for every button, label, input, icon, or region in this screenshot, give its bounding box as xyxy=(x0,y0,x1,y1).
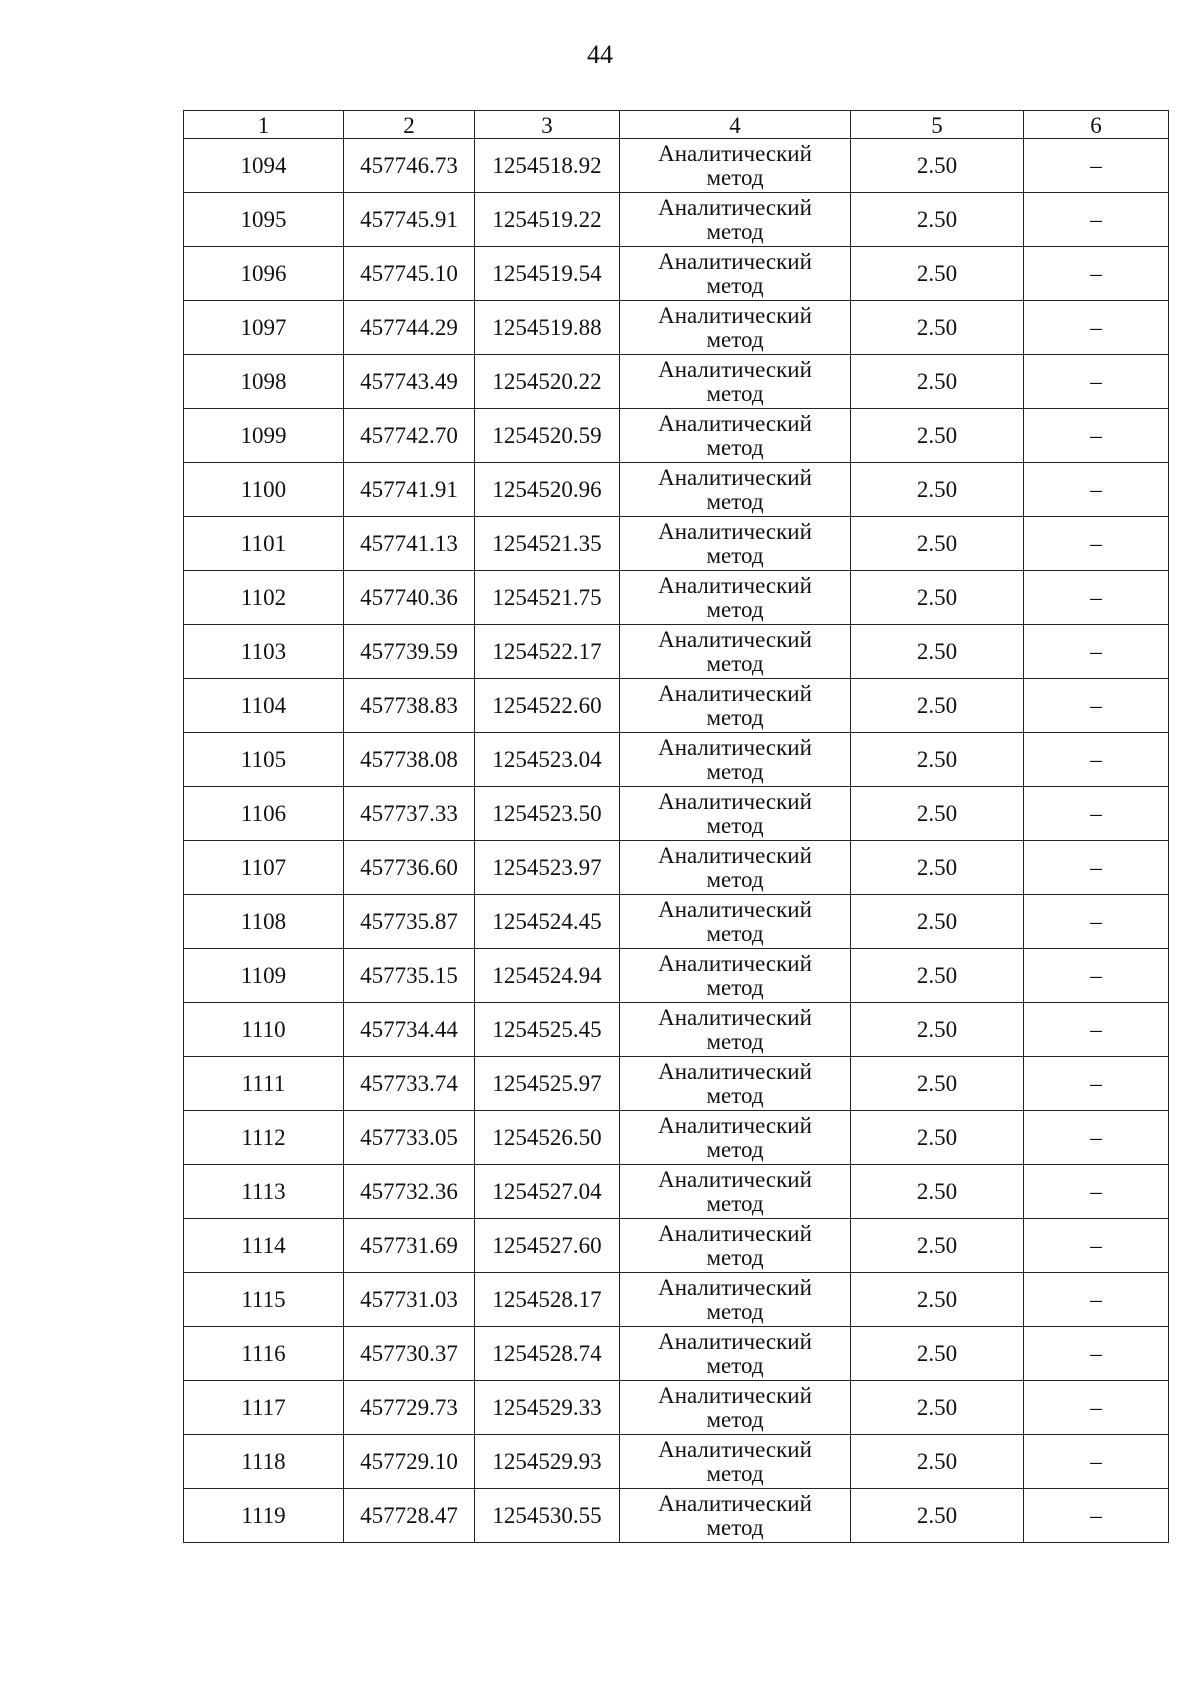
table-row xyxy=(184,1111,1169,1165)
x-coordinate-cell: 457733.74 xyxy=(344,1057,475,1111)
method-cell xyxy=(620,1489,851,1543)
method-line-1: Аналитический xyxy=(658,950,812,976)
point-number-cell: 1097 xyxy=(184,301,344,355)
x-coordinate-cell: 457730.37 xyxy=(344,1327,475,1381)
method-line-2: метод xyxy=(706,542,764,568)
method-line-2: метод xyxy=(706,488,764,514)
y-coordinate-cell: 1254525.45 xyxy=(475,1003,620,1057)
note-cell: – xyxy=(1024,679,1169,733)
method-line-2: метод xyxy=(706,650,764,676)
method-line-1: Аналитический xyxy=(658,734,812,760)
point-number-cell: 1095 xyxy=(184,193,344,247)
page-number: 44 xyxy=(587,40,613,69)
y-coordinate-cell: 1254524.45 xyxy=(475,895,620,949)
method-line-2: метод xyxy=(706,380,764,406)
value-cell: 2.50 xyxy=(851,139,1024,193)
method-line-2: метод xyxy=(706,920,764,946)
method-cell xyxy=(620,463,851,517)
method-line-1: Аналитический xyxy=(658,1436,812,1462)
method-line-1: Аналитический xyxy=(658,1220,812,1246)
point-number-cell: 1101 xyxy=(184,517,344,571)
method-line-2: метод xyxy=(706,434,764,460)
value-cell: 2.50 xyxy=(851,1219,1024,1273)
x-coordinate-cell: 457744.29 xyxy=(344,301,475,355)
column-header: 2 xyxy=(344,111,475,139)
method-line-2: метод xyxy=(706,164,764,190)
method-line-1: Аналитический xyxy=(658,626,812,652)
method-line-2: метод xyxy=(706,974,764,1000)
note-cell: – xyxy=(1024,1111,1169,1165)
value-cell: 2.50 xyxy=(851,787,1024,841)
x-coordinate-cell: 457729.73 xyxy=(344,1381,475,1435)
x-coordinate-cell: 457728.47 xyxy=(344,1489,475,1543)
method-cell xyxy=(620,571,851,625)
x-coordinate-cell: 457738.83 xyxy=(344,679,475,733)
table-row xyxy=(184,787,1169,841)
method-line-1: Аналитический xyxy=(658,302,812,328)
method-line-1: Аналитический xyxy=(658,842,812,868)
x-coordinate-cell: 457742.70 xyxy=(344,409,475,463)
method-line-2: метод xyxy=(706,596,764,622)
method-cell xyxy=(620,517,851,571)
x-coordinate-cell: 457729.10 xyxy=(344,1435,475,1489)
method-cell xyxy=(620,1435,851,1489)
method-line-1: Аналитический xyxy=(658,194,812,220)
method-line-2: метод xyxy=(706,1514,764,1540)
table-row xyxy=(184,193,1169,247)
method-line-2: метод xyxy=(706,1244,764,1270)
value-cell: 2.50 xyxy=(851,949,1024,1003)
value-cell: 2.50 xyxy=(851,625,1024,679)
method-line-2: метод xyxy=(706,1352,764,1378)
method-line-2: метод xyxy=(706,1136,764,1162)
method-cell xyxy=(620,895,851,949)
point-number-cell: 1112 xyxy=(184,1111,344,1165)
table-row xyxy=(184,355,1169,409)
method-line-2: метод xyxy=(706,1406,764,1432)
point-number-cell: 1113 xyxy=(184,1165,344,1219)
method-cell xyxy=(620,1003,851,1057)
point-number-cell: 1109 xyxy=(184,949,344,1003)
point-number-cell: 1116 xyxy=(184,1327,344,1381)
table-row xyxy=(184,1489,1169,1543)
method-cell xyxy=(620,625,851,679)
note-cell: – xyxy=(1024,1327,1169,1381)
y-coordinate-cell: 1254529.93 xyxy=(475,1435,620,1489)
x-coordinate-cell: 457743.49 xyxy=(344,355,475,409)
y-coordinate-cell: 1254530.55 xyxy=(475,1489,620,1543)
y-coordinate-cell: 1254525.97 xyxy=(475,1057,620,1111)
y-coordinate-cell: 1254519.22 xyxy=(475,193,620,247)
method-cell xyxy=(620,1273,851,1327)
method-line-1: Аналитический xyxy=(658,788,812,814)
point-number-cell: 1105 xyxy=(184,733,344,787)
table-row xyxy=(184,1165,1169,1219)
x-coordinate-cell: 457735.87 xyxy=(344,895,475,949)
method-line-1: Аналитический xyxy=(658,1058,812,1084)
note-cell: – xyxy=(1024,1381,1169,1435)
method-cell xyxy=(620,787,851,841)
value-cell: 2.50 xyxy=(851,1057,1024,1111)
method-line-1: Аналитический xyxy=(658,1328,812,1354)
method-cell xyxy=(620,1165,851,1219)
method-line-2: метод xyxy=(706,1298,764,1324)
method-line-2: метод xyxy=(706,1082,764,1108)
point-number-cell: 1103 xyxy=(184,625,344,679)
value-cell: 2.50 xyxy=(851,409,1024,463)
x-coordinate-cell: 457745.10 xyxy=(344,247,475,301)
table-row xyxy=(184,463,1169,517)
x-coordinate-cell: 457735.15 xyxy=(344,949,475,1003)
table-row xyxy=(184,1435,1169,1489)
method-line-2: метод xyxy=(706,218,764,244)
method-cell xyxy=(620,139,851,193)
x-coordinate-cell: 457740.36 xyxy=(344,571,475,625)
note-cell: – xyxy=(1024,787,1169,841)
note-cell: – xyxy=(1024,571,1169,625)
value-cell: 2.50 xyxy=(851,1327,1024,1381)
y-coordinate-cell: 1254529.33 xyxy=(475,1381,620,1435)
point-number-cell: 1107 xyxy=(184,841,344,895)
x-coordinate-cell: 457737.33 xyxy=(344,787,475,841)
method-cell xyxy=(620,355,851,409)
value-cell: 2.50 xyxy=(851,1165,1024,1219)
value-cell: 2.50 xyxy=(851,1489,1024,1543)
table-row xyxy=(184,1219,1169,1273)
x-coordinate-cell: 457741.91 xyxy=(344,463,475,517)
table-row xyxy=(184,1273,1169,1327)
x-coordinate-cell: 457734.44 xyxy=(344,1003,475,1057)
value-cell: 2.50 xyxy=(851,733,1024,787)
note-cell: – xyxy=(1024,1057,1169,1111)
note-cell: – xyxy=(1024,463,1169,517)
method-line-1: Аналитический xyxy=(658,356,812,382)
point-number-cell: 1098 xyxy=(184,355,344,409)
column-header: 6 xyxy=(1024,111,1169,139)
column-header: 1 xyxy=(184,111,344,139)
method-line-2: метод xyxy=(706,812,764,838)
method-cell xyxy=(620,841,851,895)
value-cell: 2.50 xyxy=(851,1111,1024,1165)
value-cell: 2.50 xyxy=(851,301,1024,355)
y-coordinate-cell: 1254523.04 xyxy=(475,733,620,787)
y-coordinate-cell: 1254519.88 xyxy=(475,301,620,355)
y-coordinate-cell: 1254528.74 xyxy=(475,1327,620,1381)
y-coordinate-cell: 1254520.96 xyxy=(475,463,620,517)
note-cell: – xyxy=(1024,1003,1169,1057)
method-line-2: метод xyxy=(706,1460,764,1486)
table-row xyxy=(184,625,1169,679)
y-coordinate-cell: 1254527.60 xyxy=(475,1219,620,1273)
method-line-1: Аналитический xyxy=(658,1004,812,1030)
method-line-1: Аналитический xyxy=(658,464,812,490)
point-number-cell: 1114 xyxy=(184,1219,344,1273)
y-coordinate-cell: 1254528.17 xyxy=(475,1273,620,1327)
table-row xyxy=(184,1327,1169,1381)
table-row xyxy=(184,517,1169,571)
point-number-cell: 1102 xyxy=(184,571,344,625)
method-line-2: метод xyxy=(706,1028,764,1054)
y-coordinate-cell: 1254523.50 xyxy=(475,787,620,841)
column-header: 3 xyxy=(475,111,620,139)
value-cell: 2.50 xyxy=(851,1273,1024,1327)
point-number-cell: 1119 xyxy=(184,1489,344,1543)
method-line-1: Аналитический xyxy=(658,1274,812,1300)
method-cell xyxy=(620,301,851,355)
table-row xyxy=(184,139,1169,193)
value-cell: 2.50 xyxy=(851,1003,1024,1057)
method-line-1: Аналитический xyxy=(658,1166,812,1192)
table-row xyxy=(184,733,1169,787)
note-cell: – xyxy=(1024,1273,1169,1327)
value-cell: 2.50 xyxy=(851,193,1024,247)
note-cell: – xyxy=(1024,1219,1169,1273)
note-cell: – xyxy=(1024,841,1169,895)
table-body xyxy=(184,139,1169,1543)
table-row xyxy=(184,571,1169,625)
method-cell xyxy=(620,949,851,1003)
coordinates-table xyxy=(183,110,1169,1543)
table-row xyxy=(184,1003,1169,1057)
note-cell: – xyxy=(1024,895,1169,949)
x-coordinate-cell: 457745.91 xyxy=(344,193,475,247)
table-header-row xyxy=(184,111,1169,139)
method-cell xyxy=(620,1111,851,1165)
note-cell: – xyxy=(1024,409,1169,463)
method-line-2: метод xyxy=(706,758,764,784)
method-line-2: метод xyxy=(706,272,764,298)
table-row xyxy=(184,247,1169,301)
method-line-2: метод xyxy=(706,326,764,352)
note-cell: – xyxy=(1024,949,1169,1003)
y-coordinate-cell: 1254523.97 xyxy=(475,841,620,895)
point-number-cell: 1110 xyxy=(184,1003,344,1057)
method-line-1: Аналитический xyxy=(658,140,812,166)
table-row xyxy=(184,895,1169,949)
note-cell: – xyxy=(1024,1165,1169,1219)
note-cell: – xyxy=(1024,625,1169,679)
y-coordinate-cell: 1254522.60 xyxy=(475,679,620,733)
note-cell: – xyxy=(1024,247,1169,301)
note-cell: – xyxy=(1024,517,1169,571)
x-coordinate-cell: 457741.13 xyxy=(344,517,475,571)
note-cell: – xyxy=(1024,139,1169,193)
table-row xyxy=(184,1381,1169,1435)
point-number-cell: 1100 xyxy=(184,463,344,517)
x-coordinate-cell: 457733.05 xyxy=(344,1111,475,1165)
method-cell xyxy=(620,409,851,463)
value-cell: 2.50 xyxy=(851,517,1024,571)
value-cell: 2.50 xyxy=(851,1435,1024,1489)
value-cell: 2.50 xyxy=(851,895,1024,949)
value-cell: 2.50 xyxy=(851,679,1024,733)
x-coordinate-cell: 457746.73 xyxy=(344,139,475,193)
method-cell xyxy=(620,247,851,301)
note-cell: – xyxy=(1024,1489,1169,1543)
value-cell: 2.50 xyxy=(851,1381,1024,1435)
value-cell: 2.50 xyxy=(851,355,1024,409)
method-cell xyxy=(620,1327,851,1381)
y-coordinate-cell: 1254521.35 xyxy=(475,517,620,571)
method-line-2: метод xyxy=(706,1190,764,1216)
note-cell: – xyxy=(1024,733,1169,787)
value-cell: 2.50 xyxy=(851,841,1024,895)
method-cell xyxy=(620,1381,851,1435)
method-cell xyxy=(620,193,851,247)
table-row xyxy=(184,949,1169,1003)
method-cell xyxy=(620,1219,851,1273)
point-number-cell: 1117 xyxy=(184,1381,344,1435)
method-line-1: Аналитический xyxy=(658,410,812,436)
note-cell: – xyxy=(1024,1435,1169,1489)
method-line-1: Аналитический xyxy=(658,896,812,922)
method-line-1: Аналитический xyxy=(658,572,812,598)
y-coordinate-cell: 1254527.04 xyxy=(475,1165,620,1219)
x-coordinate-cell: 457732.36 xyxy=(344,1165,475,1219)
method-cell xyxy=(620,679,851,733)
table-row xyxy=(184,841,1169,895)
method-line-1: Аналитический xyxy=(658,1490,812,1516)
note-cell: – xyxy=(1024,301,1169,355)
x-coordinate-cell: 457731.03 xyxy=(344,1273,475,1327)
table-row xyxy=(184,1057,1169,1111)
point-number-cell: 1099 xyxy=(184,409,344,463)
x-coordinate-cell: 457736.60 xyxy=(344,841,475,895)
point-number-cell: 1094 xyxy=(184,139,344,193)
note-cell: – xyxy=(1024,193,1169,247)
point-number-cell: 1106 xyxy=(184,787,344,841)
x-coordinate-cell: 457731.69 xyxy=(344,1219,475,1273)
y-coordinate-cell: 1254519.54 xyxy=(475,247,620,301)
method-line-1: Аналитический xyxy=(658,248,812,274)
point-number-cell: 1115 xyxy=(184,1273,344,1327)
value-cell: 2.50 xyxy=(851,247,1024,301)
column-header: 4 xyxy=(620,111,851,139)
y-coordinate-cell: 1254524.94 xyxy=(475,949,620,1003)
method-cell xyxy=(620,1057,851,1111)
point-number-cell: 1108 xyxy=(184,895,344,949)
x-coordinate-cell: 457738.08 xyxy=(344,733,475,787)
y-coordinate-cell: 1254518.92 xyxy=(475,139,620,193)
y-coordinate-cell: 1254522.17 xyxy=(475,625,620,679)
table-row xyxy=(184,679,1169,733)
method-line-2: метод xyxy=(706,704,764,730)
value-cell: 2.50 xyxy=(851,463,1024,517)
table-row xyxy=(184,301,1169,355)
method-line-2: метод xyxy=(706,866,764,892)
value-cell: 2.50 xyxy=(851,571,1024,625)
method-line-1: Аналитический xyxy=(658,518,812,544)
point-number-cell: 1104 xyxy=(184,679,344,733)
column-header: 5 xyxy=(851,111,1024,139)
table-row xyxy=(184,409,1169,463)
x-coordinate-cell: 457739.59 xyxy=(344,625,475,679)
y-coordinate-cell: 1254526.50 xyxy=(475,1111,620,1165)
y-coordinate-cell: 1254520.22 xyxy=(475,355,620,409)
note-cell: – xyxy=(1024,355,1169,409)
method-line-1: Аналитический xyxy=(658,1112,812,1138)
method-cell xyxy=(620,733,851,787)
method-line-1: Аналитический xyxy=(658,1382,812,1408)
point-number-cell: 1096 xyxy=(184,247,344,301)
point-number-cell: 1111 xyxy=(184,1057,344,1111)
method-line-1: Аналитический xyxy=(658,680,812,706)
y-coordinate-cell: 1254520.59 xyxy=(475,409,620,463)
point-number-cell: 1118 xyxy=(184,1435,344,1489)
y-coordinate-cell: 1254521.75 xyxy=(475,571,620,625)
